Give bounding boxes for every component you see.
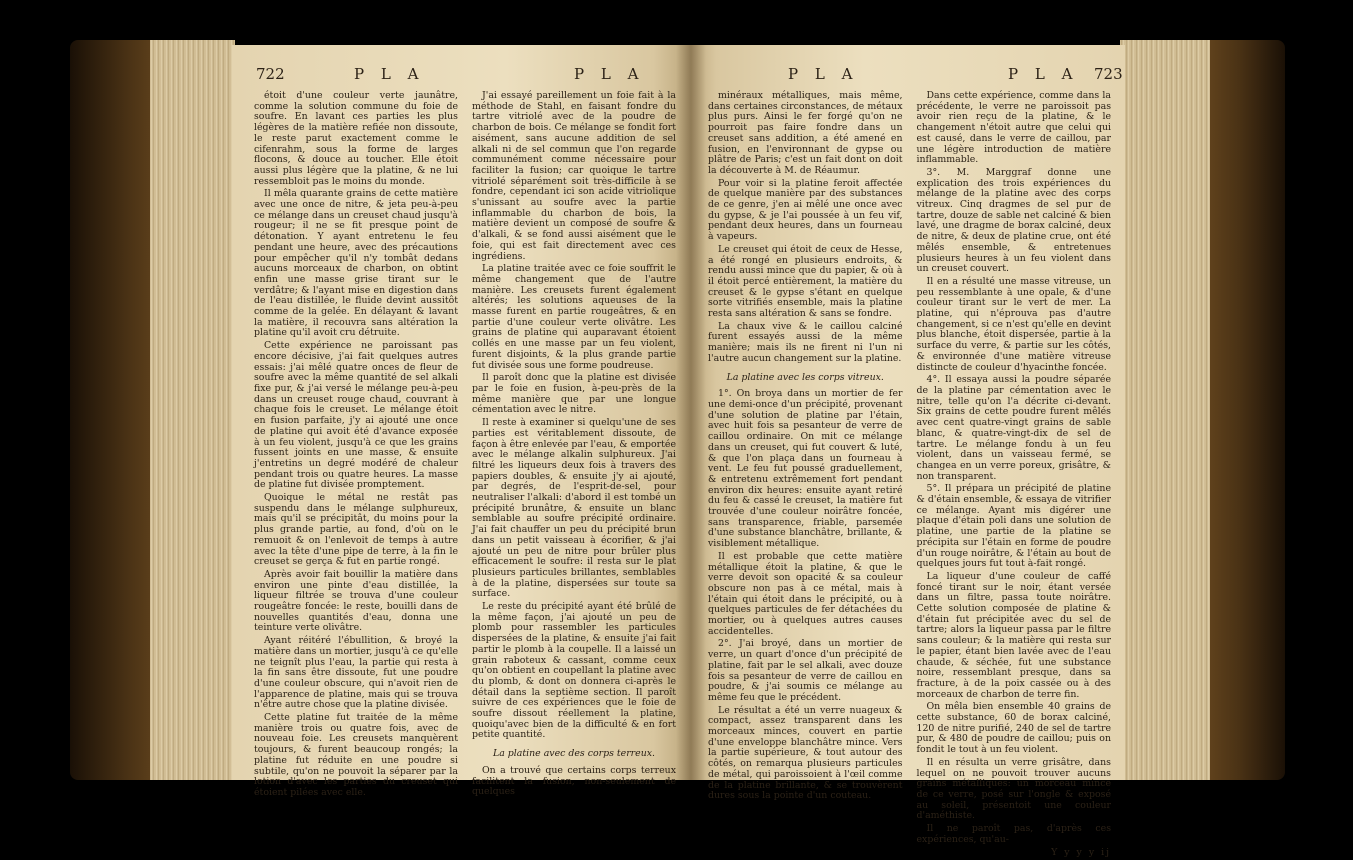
right-page-edges xyxy=(1120,40,1210,780)
paragraph: Cette expérience ne paroissant pas encore décisive, j'ai fait quelques autres essais: j'ai mêlé quatre onces de fleur de soufre avec la même quantité de sel alkali fixe pur, & j'ai versé le mélange peu-à-peu dans un creuset rouge chaud, couvrant à chaque fois le creuset. Le mélange étoit en fusion parfaite, j'y ai ajouté une once de platine qui avoit été d'avance exposée à un feu violent, jusqu'à ce que les grains fussent joints en une masse, & ensuite j'entretins un degré modéré de chaleur pendant trois ou quatre heures. La masse de platine fut divisée promptement. xyxy=(254,340,458,491)
paragraph: Après avoir fait bouillir la matière dans environ une pinte d'eau distillée, la liqueur filtrée se trouva d'une couleur rougeâtre foncée: le reste, bouilli dans de nouvelles quantités d'eau, donna une teinture verte olivâtre. xyxy=(254,568,458,634)
paragraph: J'ai essayé pareillement un foie fait à la méthode de Stahl, en faisant fondre du tartre vitriolé avec de la poudre de charbon de bois. Ce mélange se fondit fort aisément, sans aucune addition de sel alkali ni de sel commun que l'on regarde communément comme nécessaire pour faciliter la fusion; car quoique le tartre vitriolé séparément soit très-difficile à se fondre, cependant ici son acide vitriolique s'unissant au soufre avec la partie inflammable du charbon de bois, la matière devient un composé de soufre & d'alkali, & se fond aussi aisément que le foie, qui est fait directement avec ces ingrédiens. xyxy=(472,90,676,262)
right-head-title-2: P L A xyxy=(1008,65,1079,83)
right-running-head xyxy=(708,65,1123,91)
left-running-head xyxy=(254,65,676,91)
gutter-shadow xyxy=(676,45,706,780)
paragraph: étoit d'une couleur verte jaunâtre, comme la solution commune du foie de soufre. En lavant ces parties les plus légères de la matière refiée non dissoute, le reste parut exactement comme le cifenrahm, sous la forme de larges flocons, & douce au toucher. Elle étoit aussi plus légère que la platine, & ne lui ressembloit pas le moins du monde. xyxy=(254,90,458,187)
paragraph: Il reste à examiner si quelqu'une de ses parties est véritablement dissoute, de façon à être enlevée par l'eau, & emportée avec le mélange alkalin sulphureux. J'ai filtré les liqueurs deux fois à travers des papiers doubles, & ensuite j'y ai ajouté, par degrés, de l'esprit-de-sel, pour neutraliser l'alkali: d'abord il est tombé un précipité brunâtre, & ensuite un blanc semblable au soufre précipité ordinaire. J'ai fait chauffer un peu du précipité brun dans un petit vaisseau à écorifier, & j'ai ajouté un peu de nitre pour brûler plus efficacement le soufre: il resta sur le plat plusieurs particules brillantes, semblables à de la platine, dispersées sur toute sa surface. xyxy=(472,417,676,600)
paragraph: 2°. J'ai broyé, dans un mortier de verre, un quart d'once d'un précipité de platine, fait par le sel alkali, avec douze fois sa pesanteur de verre de caillou en poudre, & j'ai soumis ce mélange au même feu que le précédent. xyxy=(708,638,903,703)
right-column-2 xyxy=(917,91,1112,860)
paragraph: Le reste du précipité ayant été brûlé de la même façon, j'ai ajouté un peu de plomb pour rassembler les particules dispersées de la platine, & ensuite j'ai fait partir le plomb à la coupelle. Il a laissé un grain raboteux & cassant, comme ceux qu'on obtient en coupellant la platine avec du plomb, & dont on donnera ci-après le détail dans la septième section. Il paroît suivre de ces expériences que le foie de soufre dissout réellement la platine, quoiqu'avec bien de la difficulté & en fort petite quantité. xyxy=(472,601,676,741)
paragraph: Le résultat a été un verre nuageux & compact, assez transparent dans les morceaux minces, couvert en partie d'une enveloppe blanchâtre mince. Vers la partie supérieure, & tout autour des côtés, on remarqua plusieurs particules de métal, qui paroissoient à l'œil comme de la platine brillante, & se trouvèrent dures sous la pointe d'un couteau. xyxy=(708,704,903,802)
left-head-title-2: P L A xyxy=(574,65,645,83)
right-column-1 xyxy=(708,91,903,860)
paragraph: Le creuset qui étoit de ceux de Hesse, a été rongé en plusieurs endroits, & rendu aussi mince que du papier, & où à il étoit percé entièrement, la matière du creuset & le gypse s'étant en quelque sorte vitrifiés ensemble, mais la platine resta sans altération & sans se fondre. xyxy=(708,243,903,320)
paragraph: Il en résulta un verre grisâtre, dans lequel on ne pouvoit trouver aucuns grains métalliques: un morceau mince de ce verre, posé sur l'ongle & exposé au soleil, présentoit une couleur d'améthiste. xyxy=(916,756,1111,822)
right-head-title: P L A xyxy=(788,65,859,83)
paragraph: 3°. M. Marggraf donne une explication des trois expériences du mélange de la platine avec des corps vitreux. Cinq dragmes de sel pur de tartre, douze de sable net calciné & bien lavé, une dragme de borax calciné, deux de nitre, & deux de platine crue, ont été mêlés ensemble, & entretenues plusieurs heures à un feu violent dans un creuset couvert. xyxy=(916,166,1111,275)
paragraph: Ayant réitéré l'ébullition, & broyé la matière dans un mortier, jusqu'à ce qu'elle ne teignît plus l'eau, la partie qui resta à la fin sans être dissoute, fut une poudre d'une couleur obscure, qui n'avoit rien de l'apparence de platine, mais qui se trouva n'être autre chose que la platine divisée. xyxy=(254,635,458,711)
left-page-edges xyxy=(150,40,235,780)
paragraph: 5°. Il prépara un précipité de platine & d'étain ensemble, & essaya de vitrifier ce mélange. Ayant mis digérer une plaque d'étain poli dans une solution de platine, une partie de la platine se précipita sur l'étain en forme de poudre d'un rouge noirâtre, & l'étain au bout de quelques jours fut tout à-fait rongé. xyxy=(916,483,1111,570)
paragraph: Il mêla quarante grains de cette matière avec une once de nitre, & jeta peu-à-peu ce mélange dans un creuset chaud jusqu'à rougeur; il ne se fit presque point de détonation. Y ayant entretenu le feu pendant une heure, avec des précautions pour empêcher qu'il n'y tombât dedans aucuns morceaux de charbon, on obtint enfin une masse grise tirant sur le verdâtre; & l'ayant mise en digestion dans de l'eau distillée, le fluide devint aussitôt comme de la gelée. En délayant & lavant la matière, il recouvra sans altération la platine qu'il avoit cru détruite. xyxy=(254,188,458,339)
right-page-number: 723 xyxy=(1094,65,1123,83)
paragraph: Il paroît donc que la platine est divisée par le foie en fusion, à-peu-près de la même manière que par une longue cémentation avec le nitre. xyxy=(472,372,676,416)
paragraph: Il est probable que cette matière métallique étoit la platine, & que le verre devoit son opacité & sa couleur obscure non pas à ce métal, mais à l'étain qui étoit dans le précipité, ou à quelques particules de fer détachées du mortier, ou à quelques autres causes accidentelles. xyxy=(708,550,903,637)
left-page xyxy=(232,45,690,798)
left-column-1 xyxy=(254,91,458,801)
paragraph: 1°. On broya dans un mortier de fer une demi-once d'un précipité, provenant d'une solution de platine par l'étain, avec huit fois sa pesanteur de verre de caillou ordinaire. On mit ce mélange dans un creuset, qui fut couvert & luté, & que l'on plaça dans un fourneau à vent. Le feu fut poussé graduellement, & entretenu extrêmement fort pendant environ dix heures: ensuite ayant retiré du feu & cassé le creuset, la matière fut trouvée d'une couleur noirâtre foncée, sans transparence, friable, parsemée d'une substance blanchâtre, brillante, & visiblement métallique. xyxy=(708,388,903,550)
paragraph: Pour voir si la platine feroit affectée de quelque manière par des substances de ce genre, j'en ai mêlé une once avec du gypse, & je l'ai poussée à un feu vif, pendant deux heures, dans un fourneau à vapeurs. xyxy=(708,177,903,243)
paragraph: Il en a résulté une masse vitreuse, un peu ressemblante à une opale, & d'une couleur tirant sur le vert de mer. La platine, qui n'éprouva pas d'autre changement, si ce n'est qu'elle en devint plus blanche, étoit dispersée, partie à la surface du verre, & partie sur les côtés, & environnée d'une matière vitreuse distincte de couleur d'hyacinthe foncée. xyxy=(916,275,1111,373)
paragraph: Quoique le métal ne restât pas suspendu dans le mélange sulphureux, mais qu'il se précipitât, du moins pour la plus grande partie, au fond, d'où on le remuoit & on l'enlevoit de temps à autre avec la tête d'une pipe de terre, à la fin le creuset se gerça & fut en partie rongé. xyxy=(254,492,458,568)
paragraph: Dans cette expérience, comme dans la précédente, le verre ne paroissoit pas avoir rien reçu de la platine, & le changement n'étoit autre que celui qui est causé, dans le verre de caillou, par une légère introduction de matière inflammable. xyxy=(916,90,1111,166)
paragraph: La platine traitée avec ce foie souffrit le même changement que de l'autre manière. Les creusets furent également altérés; les solutions aqueuses de la masse furent en partie rougeâtres, & en partie d'une couleur verte olivâtre. Les grains de platine qui auparavant étoient collés en une masse par un feu violent, furent disjoints, & la plus grande partie fut divisée sous une forme poudreuse. xyxy=(472,263,676,371)
left-head-title: P L A xyxy=(354,65,425,83)
paragraph: minéraux métalliques, mais même, dans certaines circonstances, de métaux plus purs. Ainsi le fer forgé qu'on ne pourroit pas faire fondre dans un creuset sans addition, a été amené en fusion, en l'environnant de gypse ou plâtre de Paris; c'est un fait dont on doit la découverte à M. de Réaumur. xyxy=(708,90,903,176)
paragraph: 4°. Il essaya aussi la poudre séparée de la platine par cémentation avec le nitre, telle qu'on l'a décrite ci-devant. Six grains de cette poudre furent mêlés avec cent quatre-vingt grains de sable blanc, & quatre-vingt-dix de sel de tartre. Le mélange fondu à un feu violent, dans un vaisseau fermé, se changea en un verre poreux, grisâtre, & non transparent. xyxy=(916,374,1111,482)
paragraph: Il ne paroît pas, d'après ces expériences, qu'au- xyxy=(916,823,1111,845)
paragraph: On mêla bien ensemble 40 grains de cette substance, 60 de borax calciné, 120 de nitre purifié, 240 de sel de tartre pur, & 480 de poudre de caillou; puis on fondit le tout à un feu violent. xyxy=(916,701,1111,756)
paragraph: La chaux vive & le caillou calciné furent essayés aussi de la même manière; mais ils ne firent ni l'un ni l'autre aucun changement sur la platine. xyxy=(708,320,903,364)
paragraph: La liqueur d'une couleur de caffé foncé tirant sur le noir, étant versée dans un filtre, passa toute noirâtre. Cette solution composée de platine & d'étain fut précipitée avec du sel de tartre; alors la liqueur passa par le filtre sans couleur; & la matière qui resta sur le papier, étant bien lavée avec de l'eau chaude, & séchée, fut une substance noire, ressemblant presque, dans sa fracture, à de la poix cassée ou à des morceaux de charbon de terre fin. xyxy=(916,570,1111,700)
left-column-2 xyxy=(472,91,676,801)
section-heading: La platine avec les corps vitreux. xyxy=(726,371,884,383)
signature-mark: Y y y y ij xyxy=(1051,846,1111,858)
left-page-number: 722 xyxy=(256,65,285,83)
section-heading: La platine avec des corps terreux. xyxy=(492,748,656,760)
paragraph: Cette platine fut traitée de la même manière trois ou quatre fois, avec de nouveau foie. Les creusets manquèrent toujours, & furent beaucoup rongés; la platine fut réduite en une poudre si subtile, qu'on ne pouvoit la séparer par la lotion d'avec les parties du creuset qui étoient pilées avec elle. xyxy=(254,712,458,798)
right-page xyxy=(690,45,1125,858)
paragraph: On a trouvé que certains corps terreux facilitent la fusion, non-seulement de quelques xyxy=(472,764,676,798)
